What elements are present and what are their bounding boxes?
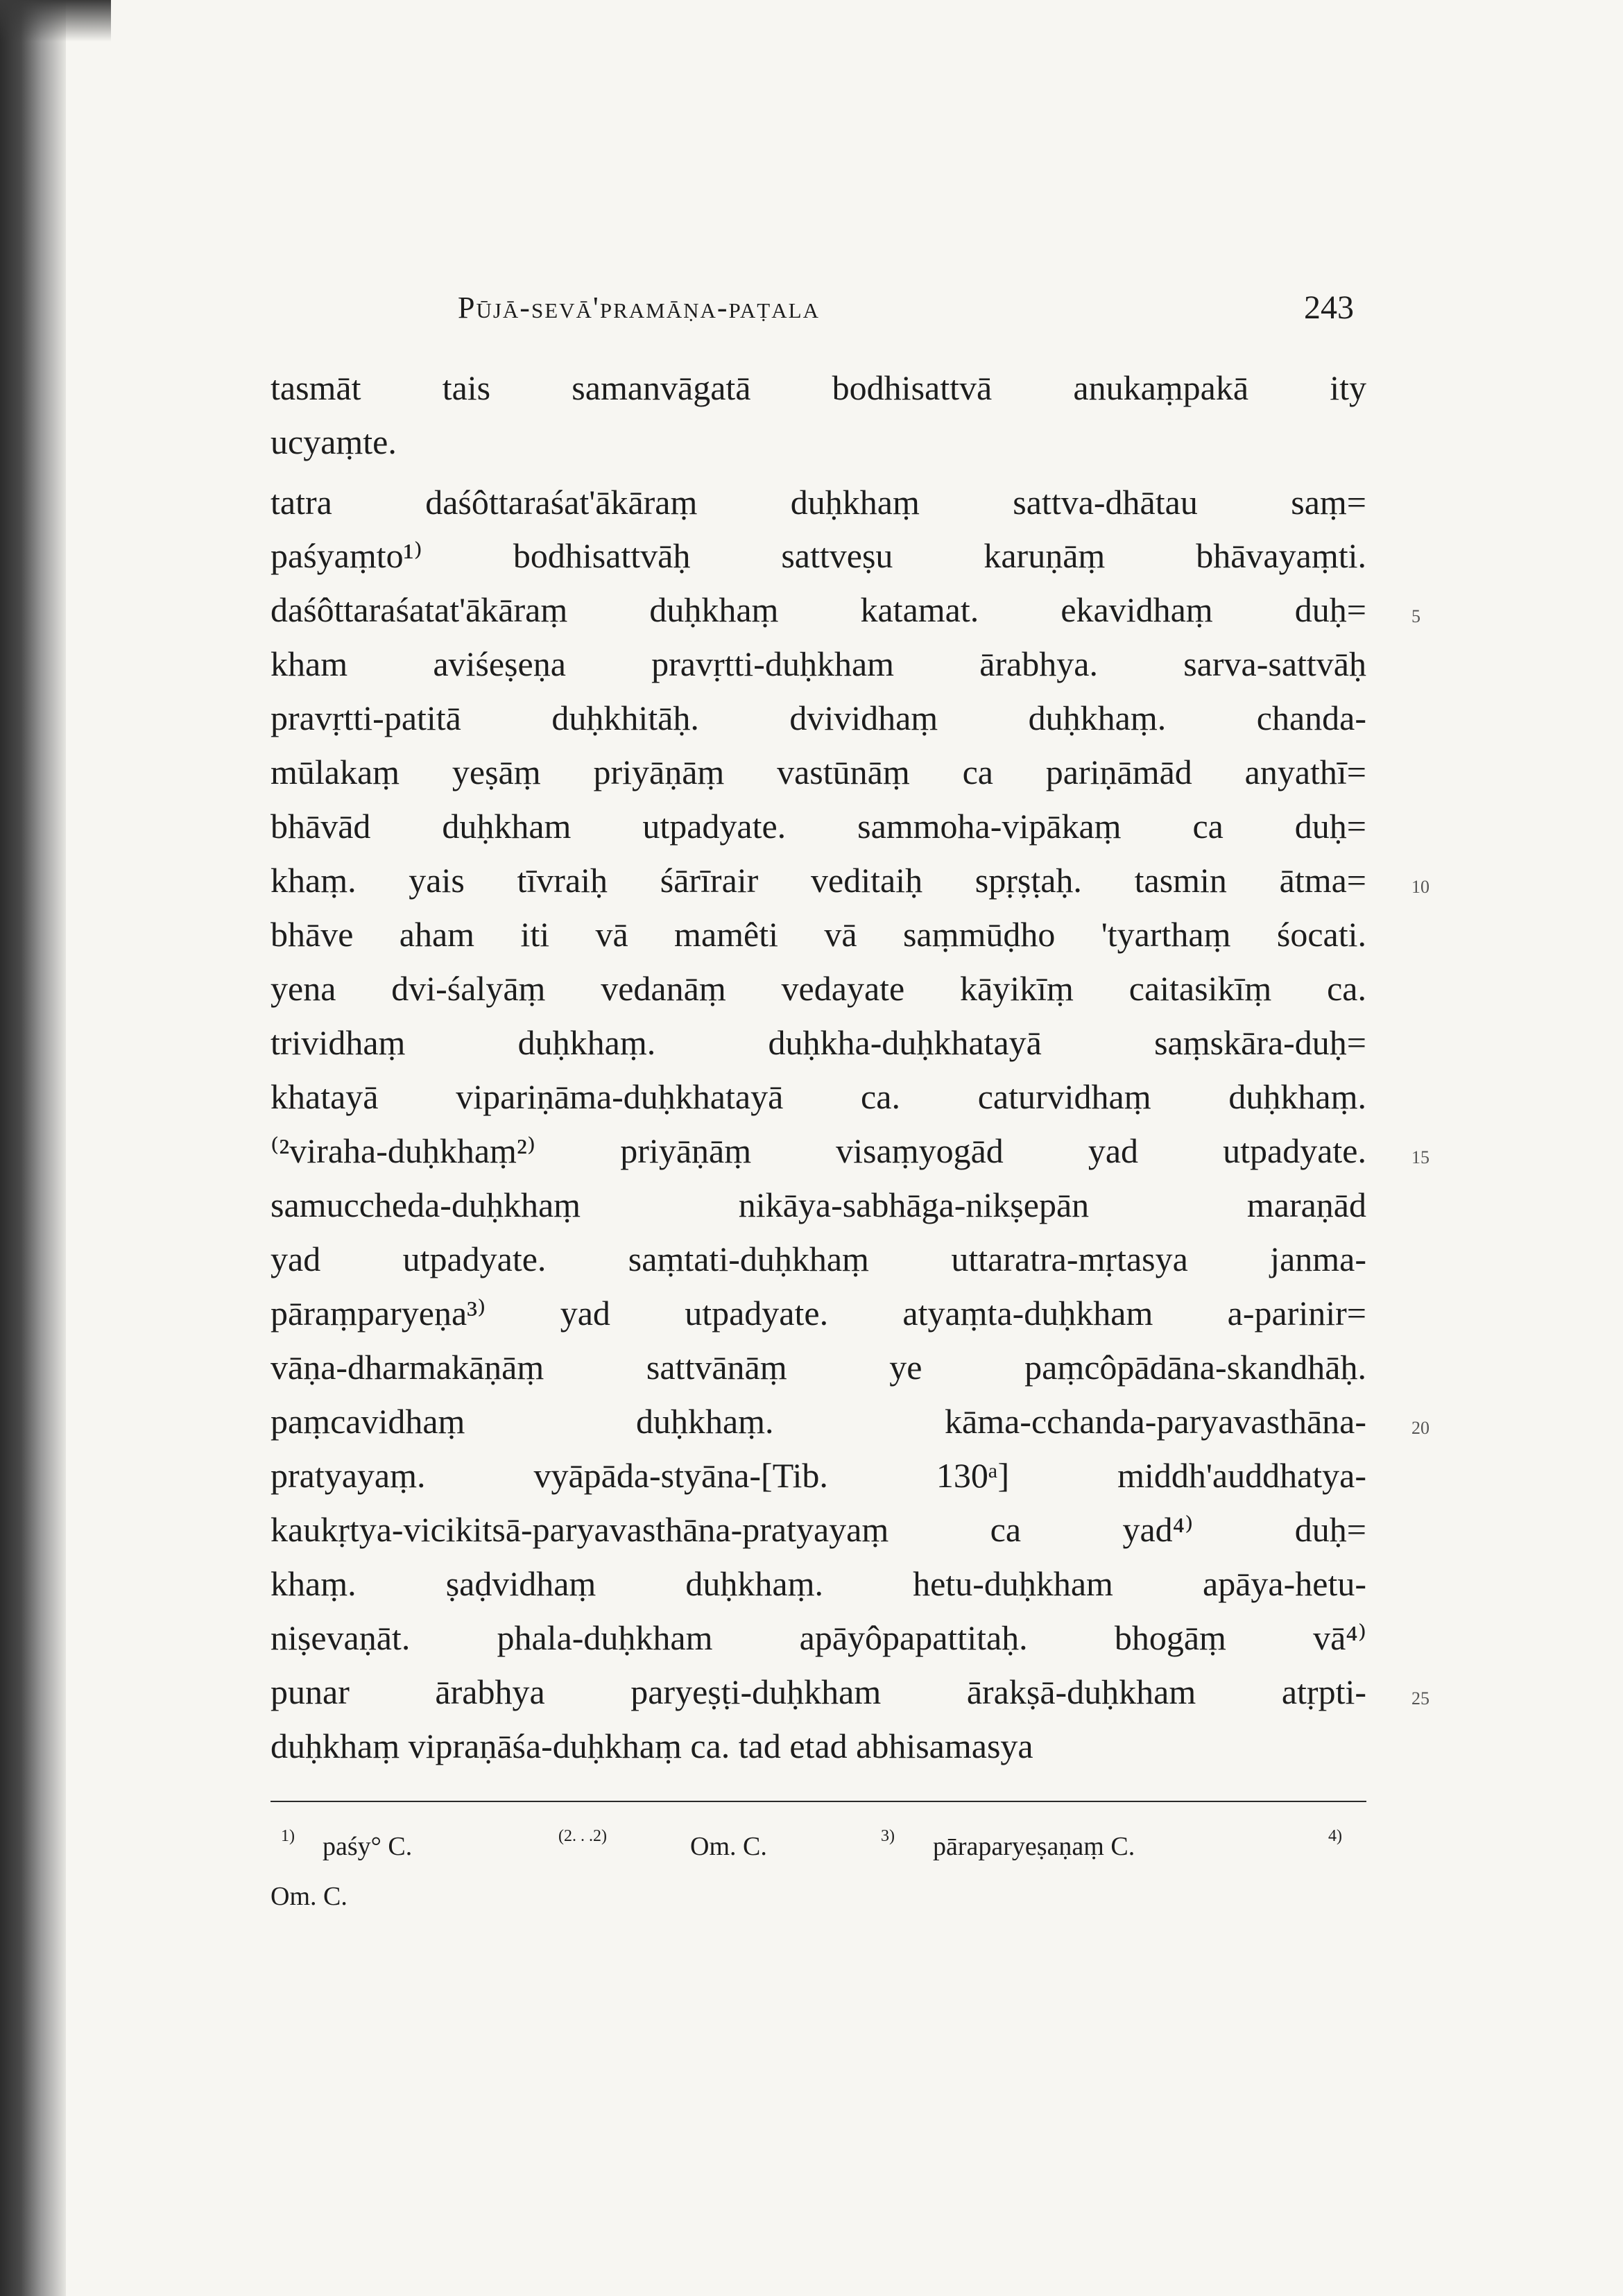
text-line: duḥkhaṃ vipraṇāśa-duḥkhaṃ ca. tad etad abhisamasya <box>270 1727 1033 1765</box>
text-line: niṣevaṇāt. phala-duḥkham apāyôpapattitaḥ. bhogāṃ vā⁴⁾ <box>270 1618 1366 1657</box>
text-line: pāraṃparyeṇa³⁾ yad utpadyate. atyaṃta-duḥkham a-parinir= <box>270 1294 1366 1333</box>
footnotes-line-2 <box>270 1881 347 1912</box>
footnote-2-marker: (2. . .2) <box>558 1827 607 1845</box>
footnote-3-marker: 3) <box>881 1827 895 1845</box>
text-line: khaṃ. ṣaḍvidhaṃ duḥkhaṃ. hetu-duḥkham apāya-hetu- <box>270 1564 1366 1603</box>
text-line: trividhaṃ duḥkhaṃ. duḥkha-duḥkhatayā saṃskāra-duḥ= <box>270 1023 1366 1062</box>
text-line: ucyaṃte. <box>270 422 397 461</box>
footnote-4-marker: 4) <box>1328 1827 1342 1845</box>
text-line: yena dvi-śalyāṃ vedanāṃ vedayate kāyikīṃ caitasikīṃ ca. <box>270 969 1366 1008</box>
text-line: pravṛtti-patitā duḥkhitāḥ. dvividhaṃ duḥkhaṃ. chanda- <box>270 699 1366 737</box>
text-line: bhāvād duḥkham utpadyate. sammoha-vipākaṃ ca duḥ= <box>270 807 1366 846</box>
text-line: yad utpadyate. saṃtati-duḥkhaṃ uttaratra-mṛtasya janma- <box>270 1240 1366 1278</box>
text-line: tatra daśôttaraśat'ākāraṃ duḥkhaṃ sattva-dhātau saṃ= <box>270 483 1366 522</box>
footnote-3-text: pāraparyeṣaṇaṃ C. <box>933 1832 1135 1861</box>
text-line: paṃcavidhaṃ duḥkhaṃ. kāma-cchanda-paryavasthāna- <box>270 1402 1366 1441</box>
text-line: tasmāt tais samanvāgatā bodhisattvā anukaṃpakā ity <box>270 368 1366 407</box>
binding-top-shadow <box>0 0 111 42</box>
text-line: kham aviśeṣeṇa pravṛtti-duḥkham ārabhya. sarva-sattvāḥ <box>270 644 1366 683</box>
text-line: bhāve aham iti vā mamêti vā saṃmūḍho 'tyarthaṃ śocati. <box>270 915 1366 954</box>
line-number: 10 <box>1411 877 1429 897</box>
footnote-1-text: paśy° C. <box>323 1832 413 1861</box>
line-number: 15 <box>1411 1147 1429 1167</box>
running-head: Pūjā-sevā'pramāṇa-paṭala <box>458 291 820 325</box>
footnote-2-text: Om. C. <box>690 1832 767 1861</box>
line-number: 25 <box>1411 1688 1429 1708</box>
footnote-1-marker: 1) <box>281 1827 295 1845</box>
book-binding-shadow <box>0 0 66 2296</box>
text-line: ⁽²viraha-duḥkhaṃ²⁾ priyāṇāṃ visaṃyogād yad utpadyate. <box>270 1131 1366 1170</box>
footnote-rule <box>270 1801 1366 1802</box>
text-line: samuccheda-duḥkhaṃ nikāya-sabhāga-nikṣepān maraṇād <box>270 1185 1366 1224</box>
text-line: vāṇa-dharmakāṇāṃ sattvānāṃ ye paṃcôpādāna-skandhāḥ. <box>270 1348 1366 1387</box>
line-number: 5 <box>1411 606 1420 626</box>
text-line: khaṃ. yais tīvraiḥ śārīrair veditaiḥ spṛṣṭaḥ. tasmin ātma= <box>270 861 1366 900</box>
text-line: pratyayaṃ. vyāpāda-styāna-[Tib. 130ᵃ] middh'auddhatya- <box>270 1456 1366 1495</box>
text-line: kaukṛtya-vicikitsā-paryavasthāna-pratyayaṃ ca yad⁴⁾ duḥ= <box>270 1510 1366 1549</box>
footnote-4-text: Om. C. <box>270 1882 347 1911</box>
text-line: punar ārabhya paryeṣṭi-duḥkham ārakṣā-duḥkham atṛpti- <box>270 1672 1366 1711</box>
text-line: daśôttaraśatat'ākāraṃ duḥkhaṃ katamat. ekavidhaṃ duḥ= <box>270 590 1366 629</box>
text-line: mūlakaṃ yeṣāṃ priyāṇāṃ vastūnāṃ ca pariṇāmād anyathī= <box>270 753 1366 791</box>
text-line: paśyaṃto¹⁾ bodhisattvāḥ sattveṣu karuṇāṃ bhāvayaṃti. <box>270 536 1366 575</box>
page-number: 243 <box>1304 289 1354 326</box>
line-number: 20 <box>1411 1418 1429 1438</box>
text-line: khatayā vipariṇāma-duḥkhatayā ca. caturvidhaṃ duḥkhaṃ. <box>270 1077 1366 1116</box>
